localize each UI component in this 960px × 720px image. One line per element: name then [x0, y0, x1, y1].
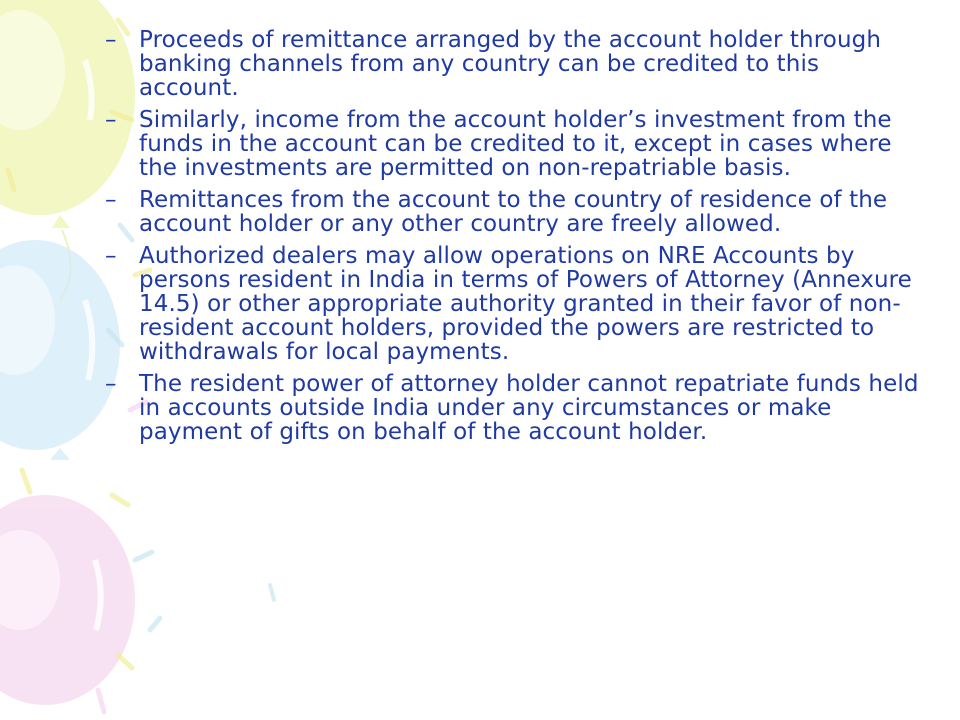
bullet-text: Authorized dealers may allow operations on NRE Accounts by persons resident in India in terms of Powers of Attorney (Annexure 14.5) or other appropriate authority granted in their favor of non-resident account holders, provided the powers are restricted to withdrawals for local payments. [139, 243, 912, 365]
bullet-text: Proceeds of remittance arranged by the account holder through banking channels from any country can be credited to this account. [139, 27, 881, 101]
bullet-item-power-of-attorney [105, 372, 925, 444]
bullet-text: The resident power of attorney holder cannot repatriate funds held in accounts outside India under any circumstances or make payment of gifts on behalf of the account holder. [139, 371, 919, 445]
bullet-item-remittances-allowed [105, 188, 925, 236]
pink-balloon-icon [0, 495, 135, 705]
blue-balloon-icon [0, 240, 120, 460]
bullet-item-remittance-proceeds [105, 28, 925, 100]
dash-bullet-icon: – [105, 27, 117, 53]
dash-bullet-icon: – [105, 243, 117, 269]
bullet-text: Remittances from the account to the country of residence of the account holder or any other country are freely allowed. [139, 187, 888, 237]
slide-content [105, 28, 925, 452]
dash-bullet-icon: – [105, 371, 117, 397]
bullet-item-authorized-dealers [105, 244, 925, 364]
bullet-text: Similarly, income from the account holder’s investment from the funds in the account can be credited to it, except in cases where the investments are permitted on non-repatriable basis. [139, 107, 892, 181]
bullet-item-investment-income [105, 108, 925, 180]
dash-bullet-icon: – [105, 187, 117, 213]
bullet-list [105, 28, 925, 444]
dash-bullet-icon: – [105, 107, 117, 133]
